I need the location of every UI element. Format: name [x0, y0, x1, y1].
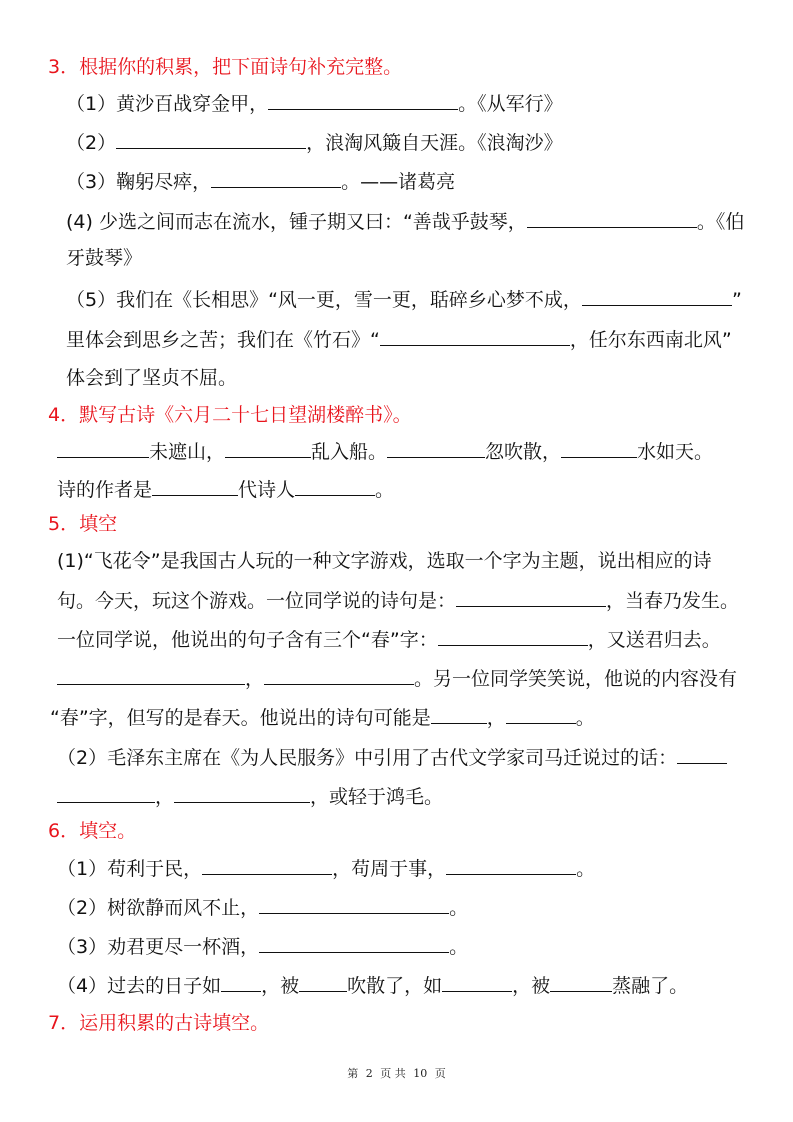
answer-blank[interactable]: [152, 477, 238, 496]
current-page-number: 2: [365, 1067, 373, 1080]
q6-item2: （2）树欲静而风不止， 。: [57, 897, 469, 919]
q4-author-line: 诗的作者是 代诗人 。: [57, 479, 395, 501]
answer-blank[interactable]: [431, 705, 487, 724]
answer-blank[interactable]: [57, 439, 149, 458]
answer-blank[interactable]: [174, 784, 310, 803]
answer-blank[interactable]: [527, 209, 697, 228]
q3-item5-line3: 体会到了坚贞不屈。: [66, 367, 238, 389]
answer-blank[interactable]: [268, 91, 458, 110]
answer-blank[interactable]: [387, 439, 485, 458]
q3-item1: （1）黄沙百战穿金甲， 。《从军行》: [66, 93, 563, 115]
q3-item4: (4) 少选之间而志在流水，锺子期又曰：“善哉乎鼓琴， 。《伯: [66, 211, 745, 233]
q5-p1-line5: “春”字，但写的是春天。他说出的诗句可能是 ， 。: [50, 707, 595, 729]
q5-p1-line1: (1)“飞花令”是我国古人玩的一种文字游戏，选取一个字为主题，说出相应的诗: [57, 550, 712, 572]
q7-title: 7．运用积累的古诗填空。: [48, 1012, 270, 1034]
answer-blank[interactable]: [211, 169, 341, 188]
q3-item5-line2: 里体会到思乡之苦；我们在《竹石》“ ，任尔东西南北风”: [66, 329, 732, 351]
answer-blank[interactable]: [550, 973, 612, 992]
q6-title: 6．填空。: [48, 820, 137, 842]
q6-item3: （3）劝君更尽一杯酒， 。: [57, 936, 469, 958]
q3-item3: （3）鞠躬尽瘁， 。——诸葛亮: [66, 171, 456, 193]
answer-blank[interactable]: [442, 973, 512, 992]
q3-item2: （2） ，浪淘风簸自天涯。《浪淘沙》: [66, 132, 563, 154]
answer-blank[interactable]: [259, 895, 449, 914]
q6-item4: （4）过去的日子如 ，被 吹散了，如 ，被 蒸融了。: [57, 975, 689, 997]
q3-item5: （5）我们在《长相思》“风一更，雪一更，聒碎乡心梦不成， ”: [66, 289, 742, 311]
q3-item4-cont: 牙鼓琴》: [66, 247, 143, 269]
answer-blank[interactable]: [221, 973, 261, 992]
answer-blank[interactable]: [506, 705, 576, 724]
page-footer: 第 2 页 共 10 页: [347, 1067, 446, 1080]
answer-blank[interactable]: [202, 856, 332, 875]
q5-p1-line4: ， 。另一位同学笑笑说，他说的内容没有: [57, 666, 737, 690]
answer-blank[interactable]: [57, 666, 245, 685]
q5-p1-line2: 句。今天，玩这个游戏。一位同学说的诗句是： ，当春乃发生。: [57, 590, 740, 612]
q5-p2-line2: ， ，或轻于鸿毛。: [57, 784, 443, 808]
answer-blank[interactable]: [264, 666, 414, 685]
answer-blank[interactable]: [116, 130, 306, 149]
q5-p2-line1: （2）毛泽东主席在《为人民服务》中引用了古代文学家司马迁说过的话：: [57, 745, 727, 769]
answer-blank[interactable]: [259, 934, 449, 953]
q4-title: 4．默写古诗《六月二十七日望湖楼醉书》。: [48, 404, 412, 426]
answer-blank[interactable]: [456, 588, 606, 607]
q6-item1: （1）苟利于民， ，苟周于事， 。: [57, 858, 596, 880]
answer-blank[interactable]: [299, 973, 347, 992]
q3-title: 3．根据你的积累，把下面诗句补充完整。: [48, 56, 403, 78]
q4-poem-line: 未遮山， 乱入船。 忽吹散， 水如天。: [57, 439, 713, 463]
answer-blank[interactable]: [57, 784, 155, 803]
answer-blank[interactable]: [561, 439, 637, 458]
answer-blank[interactable]: [295, 477, 375, 496]
q5-title: 5．填空: [48, 513, 118, 535]
q5-p1-line3: 一位同学说，他说出的句子含有三个“春”字： ，又送君归去。: [57, 629, 721, 651]
total-page-number: 10: [413, 1067, 428, 1080]
answer-blank[interactable]: [438, 627, 588, 646]
answer-blank[interactable]: [446, 856, 576, 875]
answer-blank[interactable]: [380, 327, 570, 346]
answer-blank[interactable]: [582, 287, 732, 306]
answer-blank[interactable]: [677, 745, 727, 764]
answer-blank[interactable]: [225, 439, 311, 458]
